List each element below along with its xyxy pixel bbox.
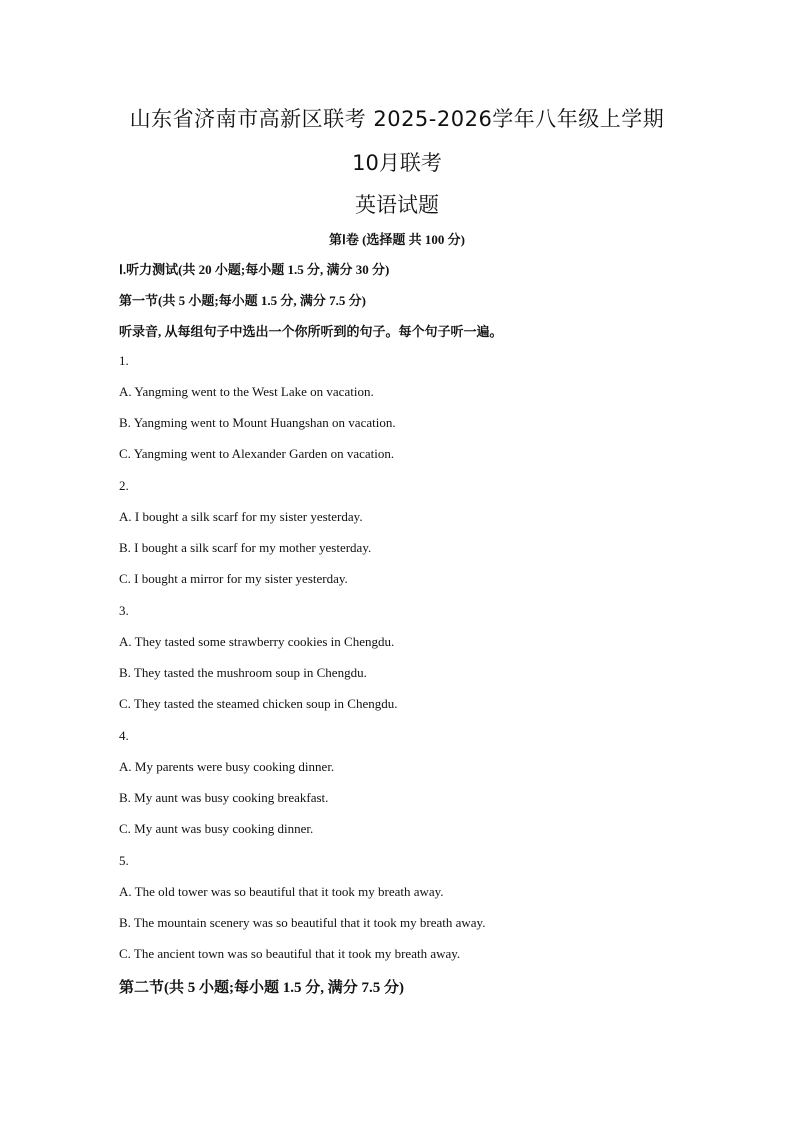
question-number: 5. bbox=[119, 853, 129, 868]
option-text: C. I bought a mirror for my sister yesterday. bbox=[119, 571, 348, 586]
exam-title-line2: 10月联考 bbox=[352, 151, 442, 175]
instruction-text: 听录音, 从每组句子中选出一个你所听到的句子。每个句子听一遍。 bbox=[119, 324, 503, 339]
option-text: B. My aunt was busy cooking breakfast. bbox=[119, 790, 329, 805]
option-text: A. Yangming went to the West Lake on vacation. bbox=[119, 384, 374, 399]
option-text: C. The ancient town was so beautiful that it took my breath away. bbox=[119, 946, 461, 961]
option-text: B. They tasted the mushroom soup in Chengdu. bbox=[119, 665, 367, 680]
option-text: A. The old tower was so beautiful that it took my breath away. bbox=[119, 884, 444, 899]
section1-heading: 第一节(共 5 小题;每小题 1.5 分, 满分 7.5 分) bbox=[119, 293, 366, 308]
option-text: C. They tasted the steamed chicken soup in Chengdu. bbox=[119, 696, 398, 711]
option-text: B. I bought a silk scarf for my mother yesterday. bbox=[119, 540, 372, 555]
question-number: 3. bbox=[119, 603, 129, 618]
option-text: B. The mountain scenery was so beautiful that it took my breath away. bbox=[119, 915, 486, 930]
option-text: A. They tasted some strawberry cookies in Chengdu. bbox=[119, 634, 395, 649]
option-text: B. Yangming went to Mount Huangshan on vacation. bbox=[119, 415, 396, 430]
exam-title: 山东省济南市高新区联考 2025-2026学年八年级上学期 bbox=[129, 107, 665, 131]
volume-heading: 第Ⅰ卷 (选择题 共 100 分) bbox=[329, 232, 465, 247]
section2-heading: 第二节(共 5 小题;每小题 1.5 分, 满分 7.5 分) bbox=[119, 980, 404, 996]
question-number: 1. bbox=[119, 353, 129, 368]
option-text: A. My parents were busy cooking dinner. bbox=[119, 759, 335, 774]
option-text: C. My aunt was busy cooking dinner. bbox=[119, 821, 314, 836]
question-number: 4. bbox=[119, 728, 129, 743]
option-text: C. Yangming went to Alexander Garden on vacation. bbox=[119, 446, 395, 461]
option-text: A. I bought a silk scarf for my sister yesterday. bbox=[119, 509, 363, 524]
subject-title: 英语试题 bbox=[355, 193, 439, 217]
question-number: 2. bbox=[119, 478, 129, 493]
part-heading: Ⅰ.听力测试(共 20 小题;每小题 1.5 分, 满分 30 分) bbox=[119, 262, 390, 277]
